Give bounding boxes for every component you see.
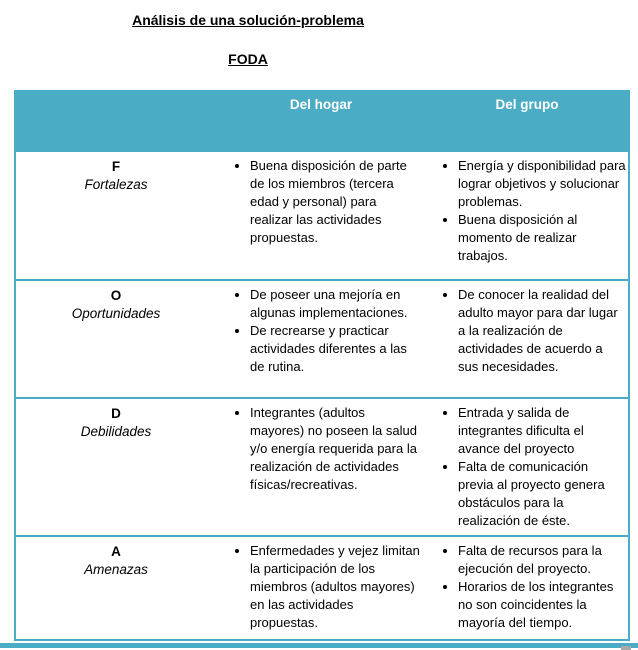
row-word: Fortalezas bbox=[84, 177, 148, 192]
row-label-fortalezas bbox=[16, 152, 216, 279]
bullet-item: • De conocer la realidad del adulto mayor para dar lugar a la realización de actividades de acuerdo a sus necesidades. bbox=[458, 286, 626, 376]
row-letter: F bbox=[111, 159, 121, 174]
row-label-oportunidades bbox=[16, 281, 216, 397]
row-letter: O bbox=[110, 288, 122, 303]
header-cell-del-grupo: Del grupo bbox=[495, 97, 559, 112]
table-row-oportunidades bbox=[16, 281, 628, 399]
cell-fortalezas-grupo bbox=[426, 152, 628, 279]
bullet-list bbox=[426, 286, 628, 376]
bullet-list bbox=[216, 157, 426, 247]
cell-amenazas-hogar bbox=[216, 537, 426, 639]
cell-debilidades-hogar bbox=[216, 399, 426, 535]
cell-oportunidades-grupo bbox=[426, 281, 628, 397]
row-label-amenazas bbox=[16, 537, 216, 639]
bullet-item: • De poseer una mejoría en algunas implementaciones. bbox=[250, 286, 422, 322]
bullet-list bbox=[426, 542, 628, 632]
table-resize-handle-fragment bbox=[621, 646, 631, 650]
bullet-item: • Horarios de los integrantes no son coincidentes la mayoría del tiempo. bbox=[458, 578, 626, 632]
page-subtitle: FODA bbox=[228, 51, 268, 67]
table-row-debilidades bbox=[16, 399, 628, 537]
table-row-amenazas bbox=[16, 537, 628, 641]
bullet-item: • Enfermedades y vejez limitan la participación de los miembros (adultos mayores) en las actividades propuestas. bbox=[250, 542, 422, 632]
row-letter: A bbox=[111, 544, 121, 559]
next-table-row-edge bbox=[0, 643, 638, 648]
row-word: Debilidades bbox=[80, 424, 152, 439]
cell-oportunidades-hogar bbox=[216, 281, 426, 397]
bullet-list bbox=[216, 286, 426, 376]
bullet-item: • Energía y disponibilidad para lograr objetivos y solucionar problemas. bbox=[458, 157, 626, 211]
bullet-item: • Falta de comunicación previa al proyecto genera obstáculos para la realización de éste. bbox=[458, 458, 626, 530]
bullet-item: • Buena disposición de parte de los miembros (tercera edad y personal) para realizar las actividades propuestas. bbox=[250, 157, 422, 247]
header-cell-empty bbox=[16, 90, 216, 152]
bullet-item: • De recrearse y practicar actividades diferentes a las de rutina. bbox=[250, 322, 422, 376]
row-label-debilidades bbox=[16, 399, 216, 535]
bullet-item: • Buena disposición al momento de realizar trabajos. bbox=[458, 211, 626, 265]
title-block bbox=[0, 0, 496, 90]
bullet-list bbox=[426, 404, 628, 530]
bullet-item: • Entrada y salida de integrantes dificulta el avance del proyecto bbox=[458, 404, 626, 458]
bullet-item: • Falta de recursos para la ejecución del proyecto. bbox=[458, 542, 626, 578]
table-row-fortalezas bbox=[16, 152, 628, 281]
row-word: Oportunidades bbox=[71, 306, 161, 321]
cell-debilidades-grupo bbox=[426, 399, 628, 535]
bullet-list bbox=[216, 404, 426, 494]
foda-table bbox=[14, 90, 630, 641]
bullet-item: • Integrantes (adultos mayores) no poseen la salud y/o energía requerida para la realización de actividades físicas/recreativas. bbox=[250, 404, 422, 494]
cell-amenazas-grupo bbox=[426, 537, 628, 639]
bullet-list bbox=[426, 157, 628, 265]
page-title: Análisis de una solución-problema bbox=[132, 12, 364, 28]
row-letter: D bbox=[111, 406, 121, 421]
row-word: Amenazas bbox=[84, 562, 148, 577]
cell-fortalezas-hogar bbox=[216, 152, 426, 279]
table-header-row bbox=[16, 90, 628, 152]
header-cell-del-hogar: Del hogar bbox=[289, 97, 353, 112]
bullet-list bbox=[216, 542, 426, 632]
